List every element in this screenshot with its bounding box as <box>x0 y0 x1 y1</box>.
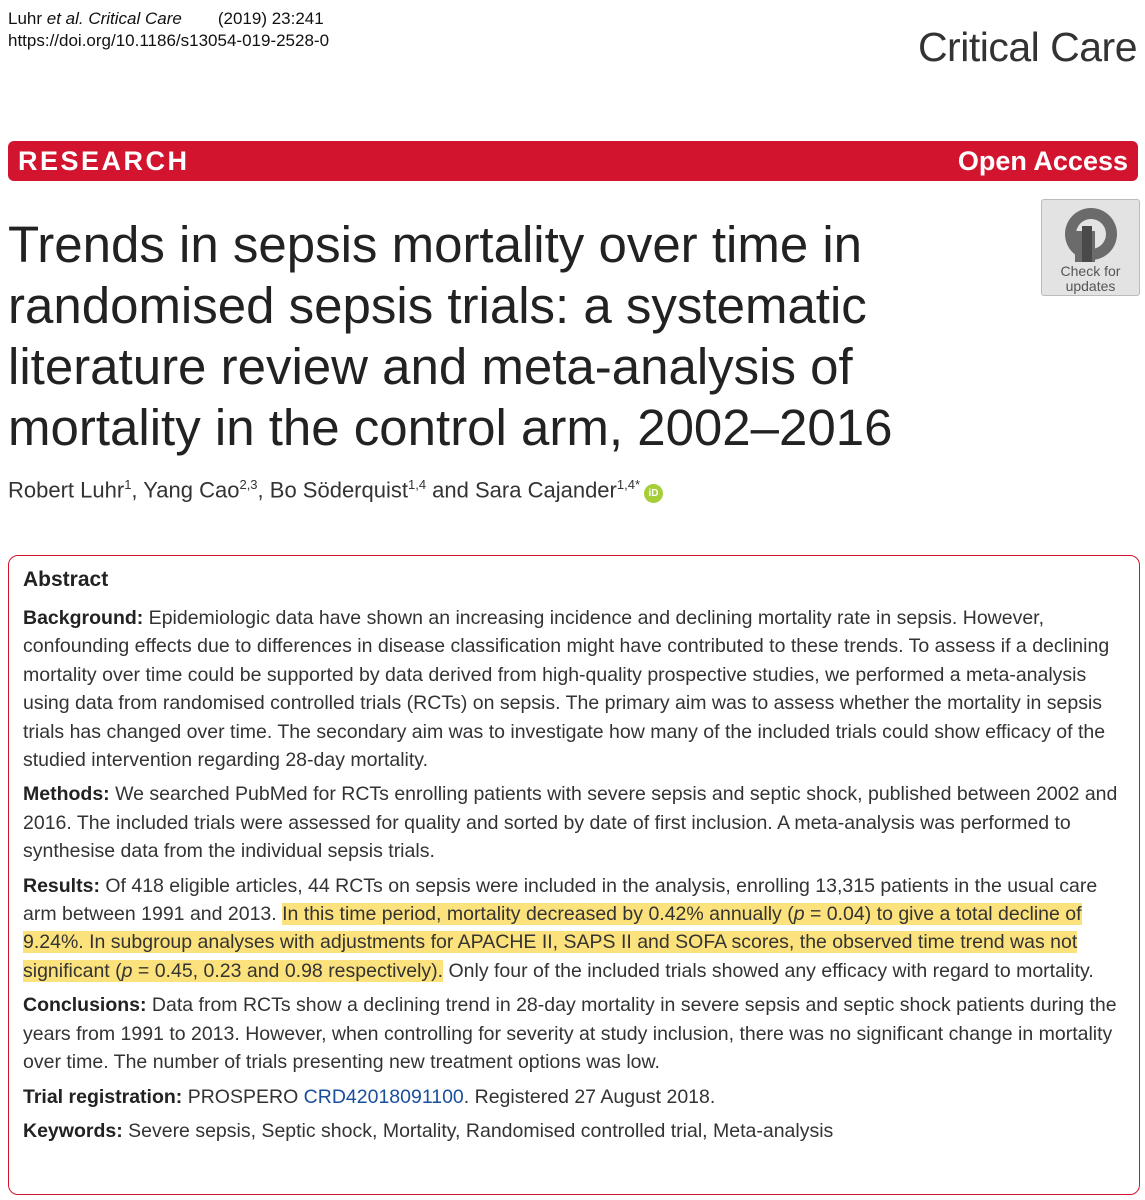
conclusions-text: Data from RCTs show a declining trend in 28-day mortality in severe sepsis and septic shock patients during the years from 1991 to 2013. However, when controlling for severity at study inclusion, there was no significant change in mortality over time. The number of trials presenting new treatment options was low. <box>23 994 1117 1074</box>
trial-registration-label: Trial registration: <box>23 1085 183 1108</box>
keywords-label: Keywords: <box>23 1119 123 1142</box>
methods-label: Methods: <box>23 783 110 806</box>
author-affiliation: 1,4 <box>407 477 427 492</box>
abstract-background <box>23 604 1125 774</box>
results-text: Of 418 eligible articles, 44 RCTs on sepsis were included in the analysis, enrolling 13,315 patients in the usual care arm between 1991 and 2013. <box>23 874 1098 926</box>
author-affiliation: 1 <box>124 477 132 492</box>
open-access-label: Open Access <box>957 145 1128 176</box>
author-name[interactable]: Robert Luhr <box>8 477 125 503</box>
article-type-banner <box>8 141 1138 181</box>
citation-line <box>8 8 329 30</box>
abstract-conclusions <box>23 991 1125 1076</box>
keywords <box>23 1117 1125 1145</box>
article-type-label: RESEARCH <box>18 145 190 176</box>
journal-logo: Critical Care <box>917 24 1137 70</box>
check-for-updates-label: Check for updates <box>1060 263 1121 294</box>
keywords-text: Severe sepsis, Septic shock, Mortality, Randomised controlled trial, Meta-analysis <box>122 1119 834 1142</box>
abstract-heading: Abstract <box>23 568 109 591</box>
doi-link[interactable]: https://doi.org/10.1186/s13054-019-2528-0 <box>8 31 330 50</box>
registration-link[interactable]: CRD42018091100 <box>303 1085 464 1108</box>
author-name[interactable]: Yang Cao <box>143 477 240 503</box>
citation-authors: Luhr <box>8 9 47 28</box>
citation-year-volume: (2019) 23:241 <box>217 9 324 28</box>
results-text-end: Only four of the included trials showed any efficacy with regard to mortality. <box>443 959 1094 982</box>
article-title: Trends in sepsis mortality over time in randomised sepsis trials: a systematic literature review and meta-analysis of mortality in the control arm, 2002–2016 <box>8 216 893 456</box>
crossmark-icon <box>1063 206 1119 262</box>
author-name[interactable]: Sara Cajander <box>475 477 617 503</box>
abstract-results <box>23 872 1125 986</box>
abstract-methods <box>23 780 1125 865</box>
citation-journal: et al. Critical Care <box>46 9 182 28</box>
author-affiliation: 1,4* <box>616 477 641 492</box>
author-affiliation: 2,3 <box>239 477 258 492</box>
background-text: Epidemiologic data have shown an increasing incidence and declining mortality rate in sepsis. However, confounding effects due to differences in disease classification might have contributed to these trends. To assess if a declining mortality over time could be supported by data derived from high-quality prospective studies, we performed a meta-analysis using data from randomised controlled trials (RCTs) on sepsis. The primary aim was to assess whether the mortality in sepsis trials has changed over time. The secondary aim was to investigate how many of the included trials could show efficacy of the studied intervention regarding 28-day mortality. <box>23 607 1110 772</box>
results-label: Results: <box>23 874 100 897</box>
author-list: Robert Luhr$^1$, Yang Cao$^{2,3}$, Bo Söderquist$^{1,4}$ and Sara Cajander$^{1,4*}$iD <box>8 477 663 503</box>
conclusions-label: Conclusions: <box>23 994 147 1017</box>
background-label: Background: <box>23 607 144 629</box>
trial-registration: Trial registration: PROSPERO CRD42018091100. Registered 27 August 2018. <box>23 1085 716 1108</box>
methods-text: We searched PubMed for RCTs enrolling patients with severe sepsis and septic shock, published between 2002 and 2016. The included trials were assessed for quality and sorted by date of first inclusion. A meta-analysis was performed to synthesise data from the individual sepsis trials. <box>23 783 1118 863</box>
author-name[interactable]: Bo Söderquist <box>269 477 408 503</box>
highlighted-text: In this time period, mortality decreased by 0.42% annually (p = 0.04) to give a total decline of 9.24%. In subgroup analyses with adjustments for APACHE II, SAPS II and SOFA scores, the observed time trend was not significant (p = 0.45, 0.23 and 0.98 respectively). <box>23 903 1082 982</box>
check-for-updates-button[interactable] <box>1041 199 1140 296</box>
abstract-box <box>8 555 1140 1195</box>
orcid-icon[interactable]: iD <box>644 484 663 503</box>
citation-header <box>8 8 329 52</box>
